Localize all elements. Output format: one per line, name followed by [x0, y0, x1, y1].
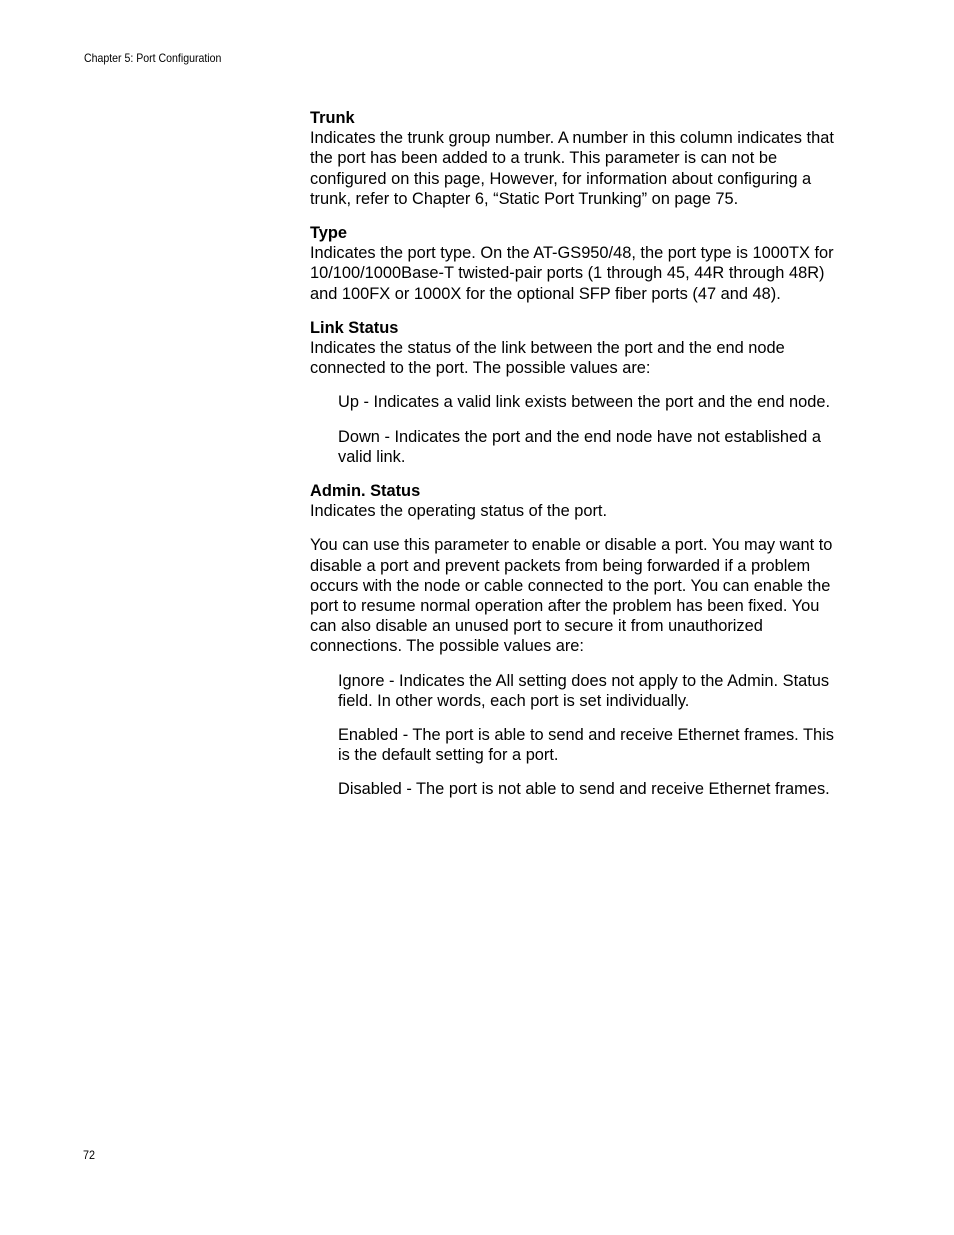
description-admin-status: Indicates the operating status of the port. [310, 502, 608, 521]
section-trunk [310, 108, 850, 209]
page-number: 72 [83, 1148, 96, 1162]
section-link-status [310, 318, 850, 467]
term-trunk: Trunk [310, 109, 355, 127]
running-header: Chapter 5: Port Configuration [84, 51, 222, 65]
page-content [310, 108, 850, 814]
term-type: Type [310, 224, 348, 243]
value-enabled: Enabled - The port is able to send and receive Ethernet frames. This is the default setting for a port. [338, 726, 834, 765]
value-down: Down - Indicates the port and the end node have not established a valid link. [338, 427, 821, 466]
description-type: Indicates the port type. On the AT-GS950/48, the port type is 1000TX for 10/100/1000Base-T twisted-pair ports (1 through 45, 44R through 48R) and 100FX or 1000X for the optional SFP fiber ports (47 and 48). [310, 244, 834, 303]
value-ignore: Ignore - Indicates the All setting does not apply to the Admin. Status field. In other words, each port is set individually. [338, 671, 830, 710]
section-admin-status [310, 481, 850, 800]
value-disabled: Disabled - The port is not able to send and receive Ethernet frames. [338, 780, 830, 799]
section-type [310, 223, 850, 304]
description-link-status: Indicates the status of the link between the port and the end node connected to the port. The possible values are: [310, 339, 785, 378]
value-up: Up - Indicates a valid link exists between the port and the end node. [338, 393, 831, 412]
term-link-status: Link Status [310, 318, 399, 337]
description-trunk: Indicates the trunk group number. A number in this column indicates that the port has been added to a trunk. This parameter is can not be configured on this page, However, for information about configuring a trunk, refer to Chapter 6, “Static Port Trunking” on page 75. [310, 129, 834, 208]
term-admin-status: Admin. Status [310, 482, 421, 501]
description-admin-status-detail: You can use this parameter to enable or disable a port. You may want to disable a port and prevent packets from being forwarded if a problem occurs with the node or cable connected to the port. You can enable the port to resume normal operation after the problem has been fixed. You can also disable an unused port to secure it from unauthorized connections. The possible values are: [310, 536, 833, 656]
